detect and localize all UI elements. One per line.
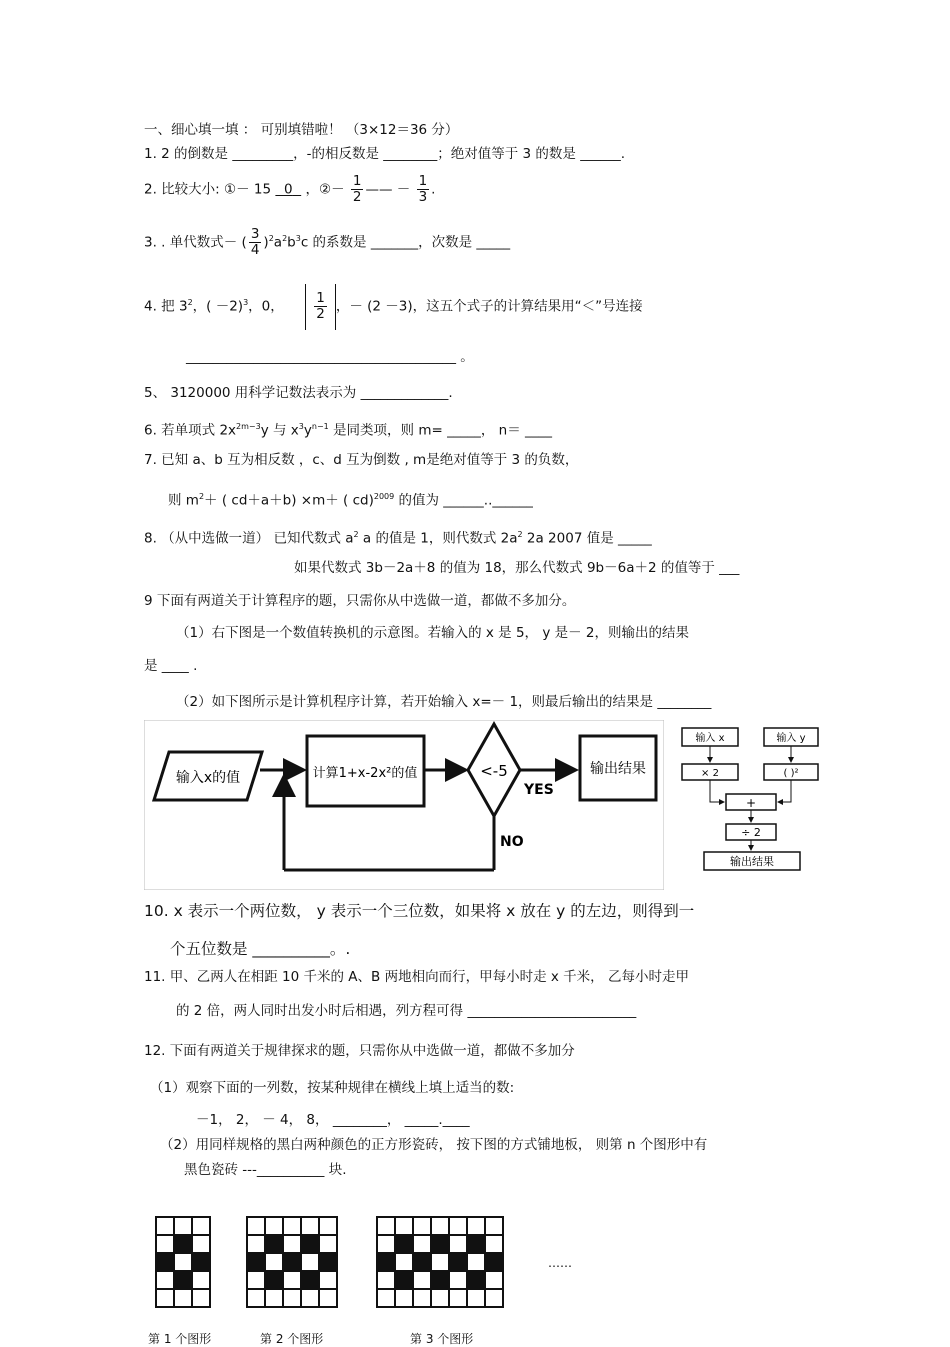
question-8-line1: 8. （从中选做一道） 已知代数式 $a^2$ a 的值是 1，则代数式 $2a^2$ 2a 2007 值是 _____: [144, 530, 652, 547]
conversion-machine-flowchart: [678, 724, 822, 876]
yes-label: YES: [524, 782, 554, 798]
input-x-label: 输入 x: [695, 733, 725, 744]
input-y-label: 输入 y: [776, 733, 806, 744]
tile-figure-3: [376, 1216, 504, 1308]
program-flowchart: [144, 720, 664, 890]
compute-label: 计算1+x-2x²的值: [312, 766, 418, 781]
section-header: 一、细心填一填 ： 可别填错啦！ （3×12＝36 分）: [144, 122, 459, 138]
question-12-line3: －1， 2， － 4， 8， ________， _____.____: [196, 1112, 470, 1128]
question-2: 2. 比较大小: ①－ 15 0 ，②－ $\frac{1}{2}$ —— － $\frac{1}{3}$ .: [144, 173, 436, 205]
question-11-line1: 11. 甲、乙两人在相距 10 千米的 A、B 两地相向而行，甲每小时走 x 千米， 乙每小时走甲: [144, 969, 689, 985]
question-9-line2: （1）右下图是一个数值转换机的示意图。若输入的 x 是 5， y 是－ 2，则输出的结果: [176, 625, 689, 641]
question-1: 1. 2 的倒数是 _________，-的相反数是 ________；绝对值等于 3 的数是 ______.: [144, 146, 626, 162]
question-7-line2: 则 $m^2+$ ( cd＋a＋b) ×m＋ ( cd)$^{2009}$ 的值为 ______..______: [168, 492, 533, 509]
question-10-line1: 10. x 表示一个两位数， y 表示一个三位数，如果将 x 放在 y 的左边，则得到一: [144, 902, 695, 920]
question-11-line2: 的 2 倍，两人同时出发小时后相遇，列方程可得 _________________________: [176, 1003, 637, 1019]
question-7-line1: 7. 已知 a、b 互为相反数 ，c、d 互为倒数 , m是绝对值等于 3 的负数，: [144, 452, 579, 468]
divide-two-label: ÷ 2: [741, 826, 761, 839]
output-label: 输出结果: [590, 761, 646, 777]
condition-label: <-5: [480, 762, 508, 780]
question-12-line2: （1）观察下面的一列数，按某种规律在横线上填上适当的数:: [150, 1080, 515, 1096]
question-4-answer-line: ________________________________________ 。: [186, 349, 474, 365]
question-10-line2: 个五位数是 __________。.: [170, 940, 351, 958]
square-label: ( )²: [783, 768, 799, 779]
question-12-line5: 黑色瓷砖 ---__________ 块.: [184, 1162, 347, 1178]
question-8-line2: 如果代数式 3b－2a＋8 的值为 18，那么代数式 9b－6a＋2 的值等于 ___: [294, 560, 740, 576]
question-12-line1: 12. 下面有两道关于规律探求的题，只需你从中选做一道，都做不多加分: [144, 1043, 575, 1059]
question-9-line4: （2）如下图所示是计算机程序计算，若开始输入 x=－ 1，则最后输出的结果是 ________: [176, 694, 712, 710]
question-4: 4. 把 $3^2$，( －2)$^3$，0， $\frac{1}{2}$ ，－ (2 －3)，这五个式子的计算结果用“＜”号连接: [144, 280, 643, 330]
question-9-line1: 9 下面有两道关于计算程序的题，只需你从中选做一道，都做不多加分。: [144, 593, 576, 609]
question-9-line3: 是 ____ .: [144, 658, 198, 674]
no-label: NO: [500, 834, 524, 850]
tile-figure-2: [246, 1216, 338, 1308]
input-x-label: 输入x的值: [175, 770, 241, 786]
plus-label: +: [745, 796, 757, 810]
output-label: 输出结果: [730, 855, 774, 868]
tile-caption-1: 第 1 个图形: [148, 1332, 212, 1346]
tile-figure-1: [155, 1216, 211, 1308]
question-5: 5、 3120000 用科学记数法表示为 _____________.: [144, 385, 453, 401]
tile-caption-2: 第 2 个图形: [260, 1332, 324, 1346]
tile-ellipsis: ……: [548, 1256, 572, 1270]
tile-caption-3: 第 3 个图形: [410, 1332, 474, 1346]
question-12-line4: （2）用同样规格的黑白两种颜色的正方形瓷砖， 按下图的方式铺地板， 则第 n 个图形中有: [160, 1137, 708, 1153]
question-3: 3. . 单代数式－ ( $\frac{3}{4}$ )$^2a^2b^3c$ 的系数是 _______，次数是 _____: [144, 226, 511, 258]
times-two-label: × 2: [701, 768, 719, 779]
question-6: 6. 若单项式 $2x^{2m-3}y$ 与 $x^3y^{n-1}$ 是同类项，则 m= _____， n＝ ____: [144, 422, 552, 439]
